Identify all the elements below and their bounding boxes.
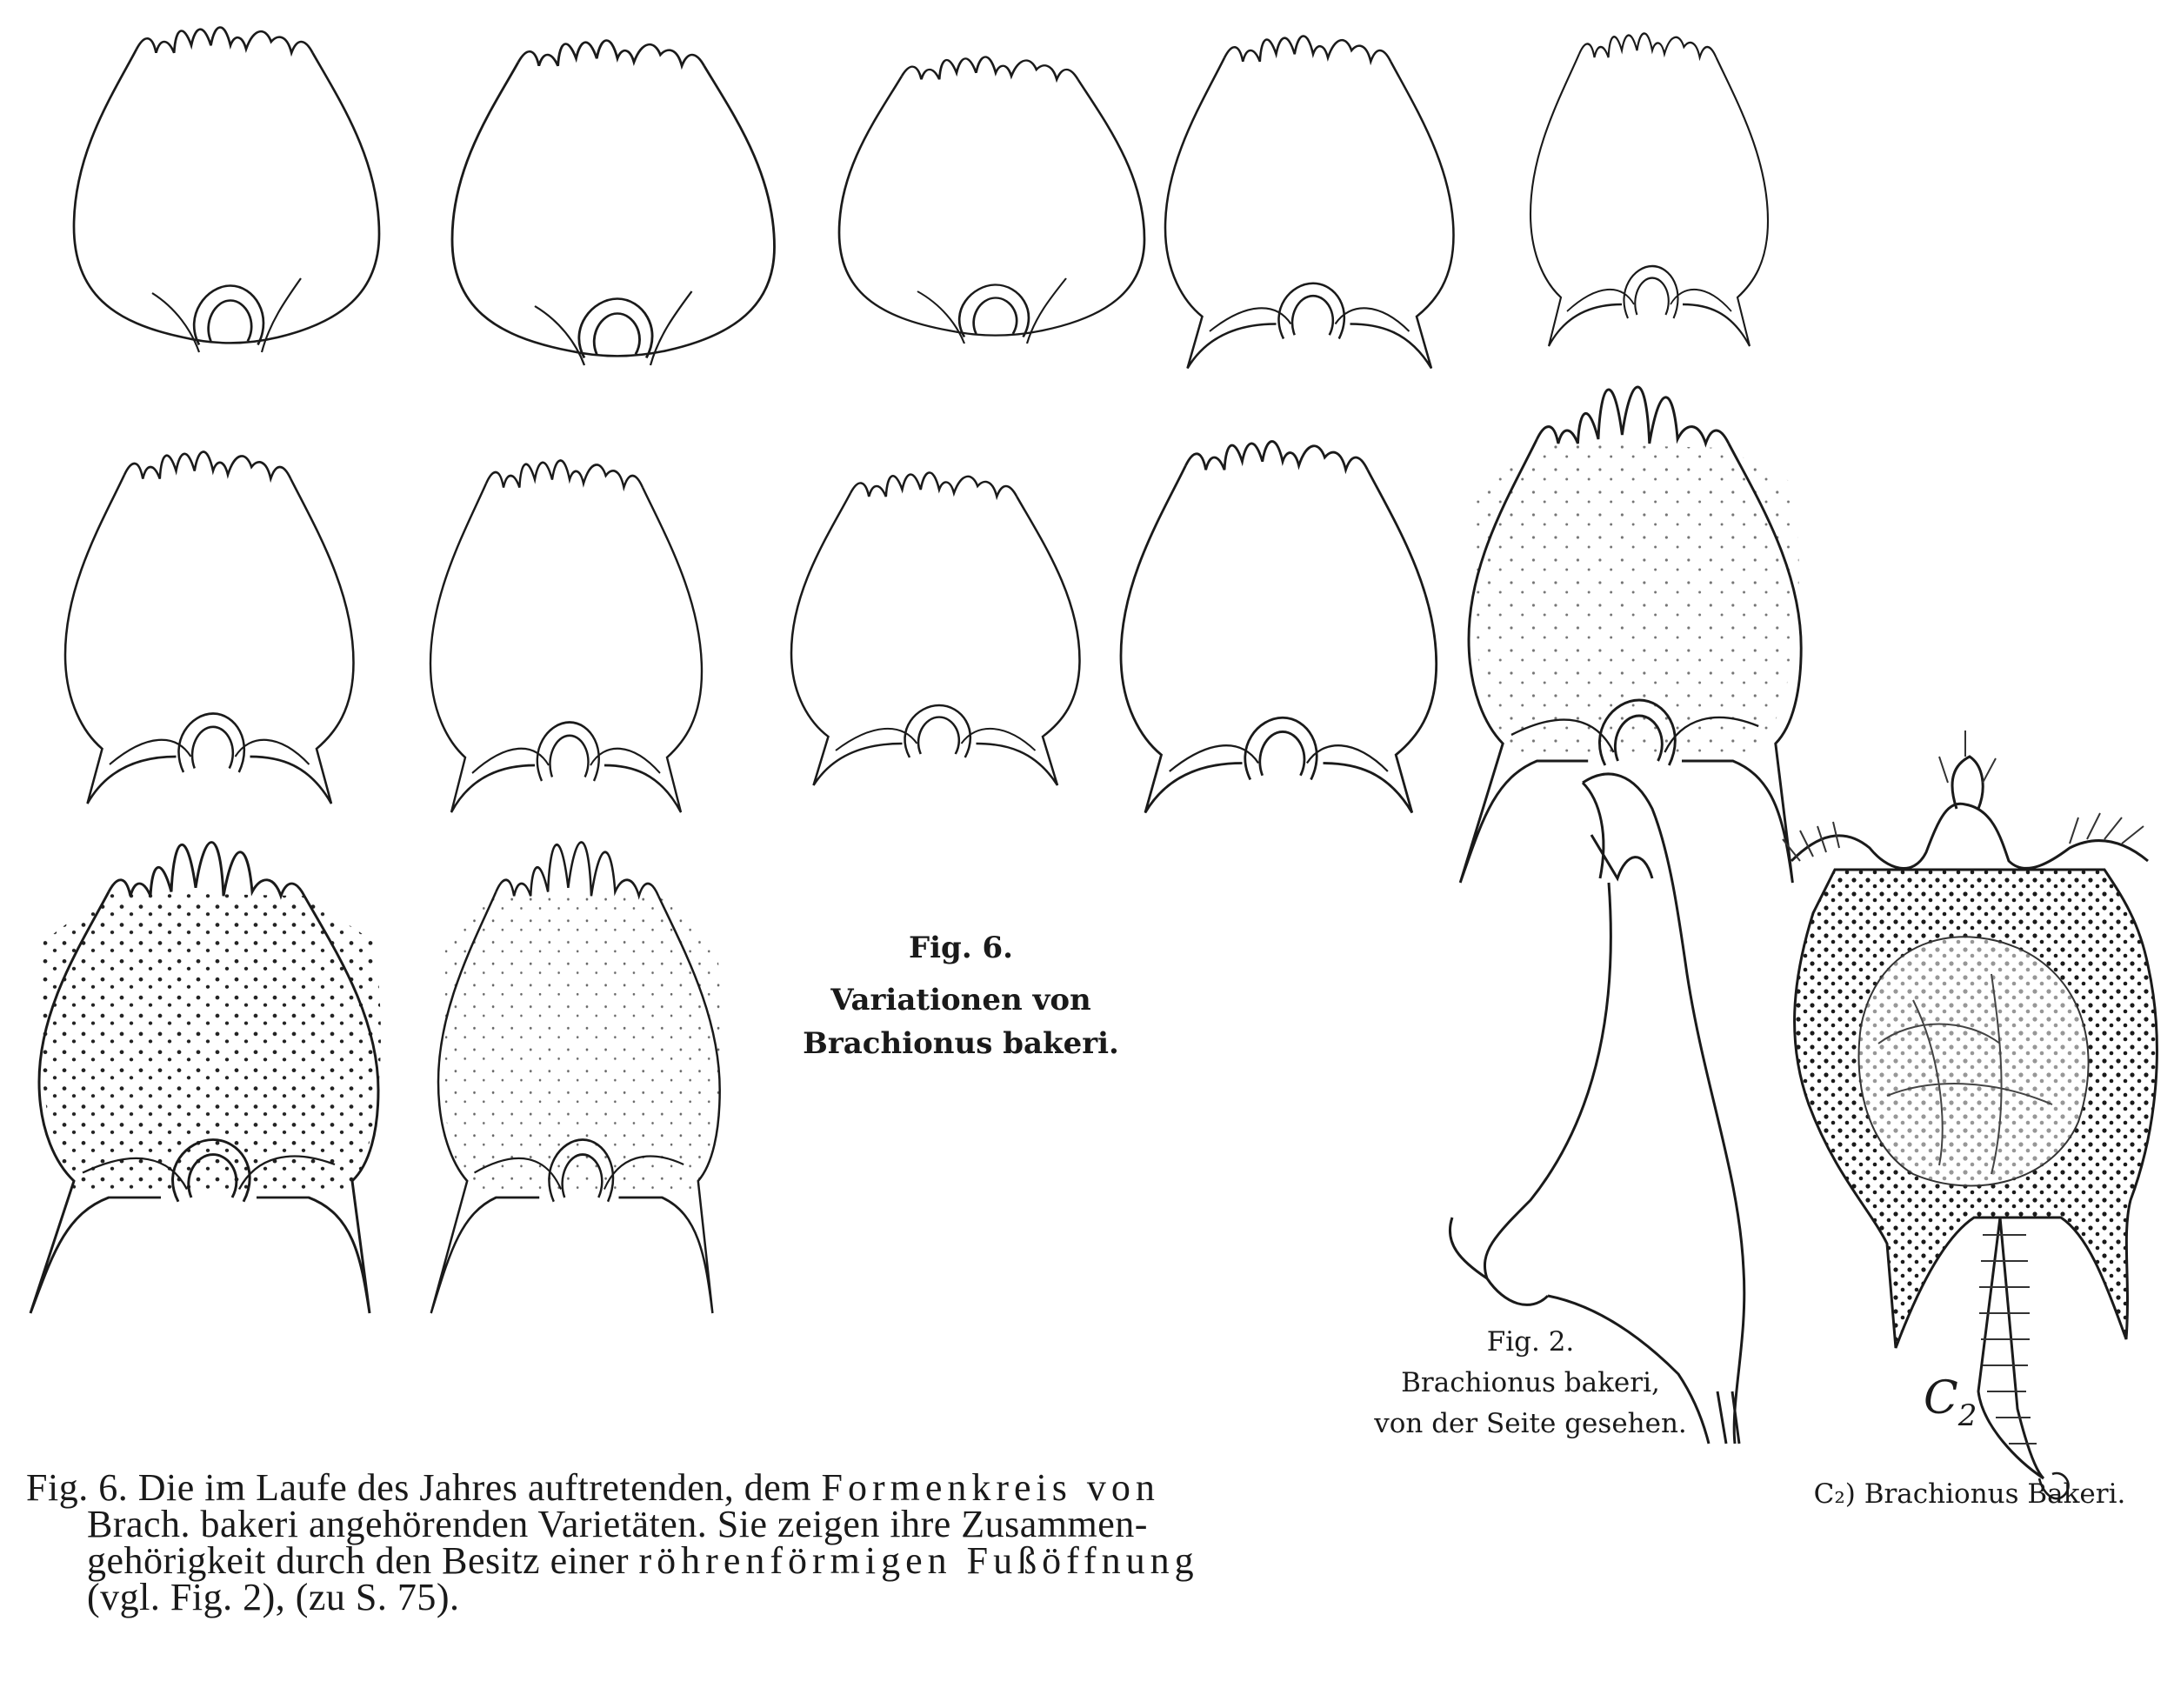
main-caption (26, 1466, 1731, 1618)
fig6-variation-10 (1460, 387, 1801, 883)
fig6-subtitle-line2: Brachionus bakeri. (803, 1026, 1119, 1061)
fig2-line1: Brachionus bakeri, (1401, 1367, 1660, 1398)
fig6-variation-8 (791, 472, 1080, 785)
fig6-variation-6 (65, 452, 354, 804)
fig6-variation-7 (430, 461, 702, 812)
caption-line-3a: gehörigkeit durch den Besitz einer (87, 1539, 639, 1582)
fig6-variation-9 (1121, 442, 1437, 813)
fig6-variation-11 (30, 843, 381, 1314)
fig6-variation-3 (839, 57, 1144, 344)
c2-caption: C₂) Brachionus Bakeri. (1813, 1478, 2126, 1510)
c2-brachionus-drawing (1783, 731, 2157, 1498)
fig6-variation-4 (1165, 37, 1454, 369)
caption-line-3 (26, 1539, 1731, 1582)
fig6-variation-1 (74, 28, 379, 352)
caption-line-1a: Fig. 6. Die im Laufe des Jahres auftretenden, dem (26, 1466, 822, 1509)
caption-line-2: Brach. bakeri angehörenden Varietäten. Sie zeigen ihre Zusammen- (87, 1503, 1148, 1545)
fig6-variation-2 (452, 41, 775, 365)
fig6-subtitle-line1: Variationen von (830, 983, 1091, 1017)
caption-line-3b: röhrenförmigen Fußöffnung (638, 1539, 1199, 1582)
fig6-variation-5 (1530, 33, 1768, 346)
c2-handwritten-label: $C_2$ (1924, 1372, 1977, 1433)
fig6-variation-12 (431, 843, 722, 1314)
fig2-line2: von der Seite gesehen. (1374, 1408, 1687, 1439)
caption-line-4: (vgl. Fig. 2), (zu S. 75). (87, 1576, 460, 1618)
caption-line-1b: Formenkreis von (821, 1466, 1160, 1509)
fig2-label (1322, 1322, 1739, 1444)
fig2-title: Fig. 2. (1486, 1326, 1575, 1358)
caption-line-1 (26, 1466, 1731, 1509)
fig6-label (765, 922, 1157, 1061)
fig6-title: Fig. 6. (909, 931, 1013, 965)
